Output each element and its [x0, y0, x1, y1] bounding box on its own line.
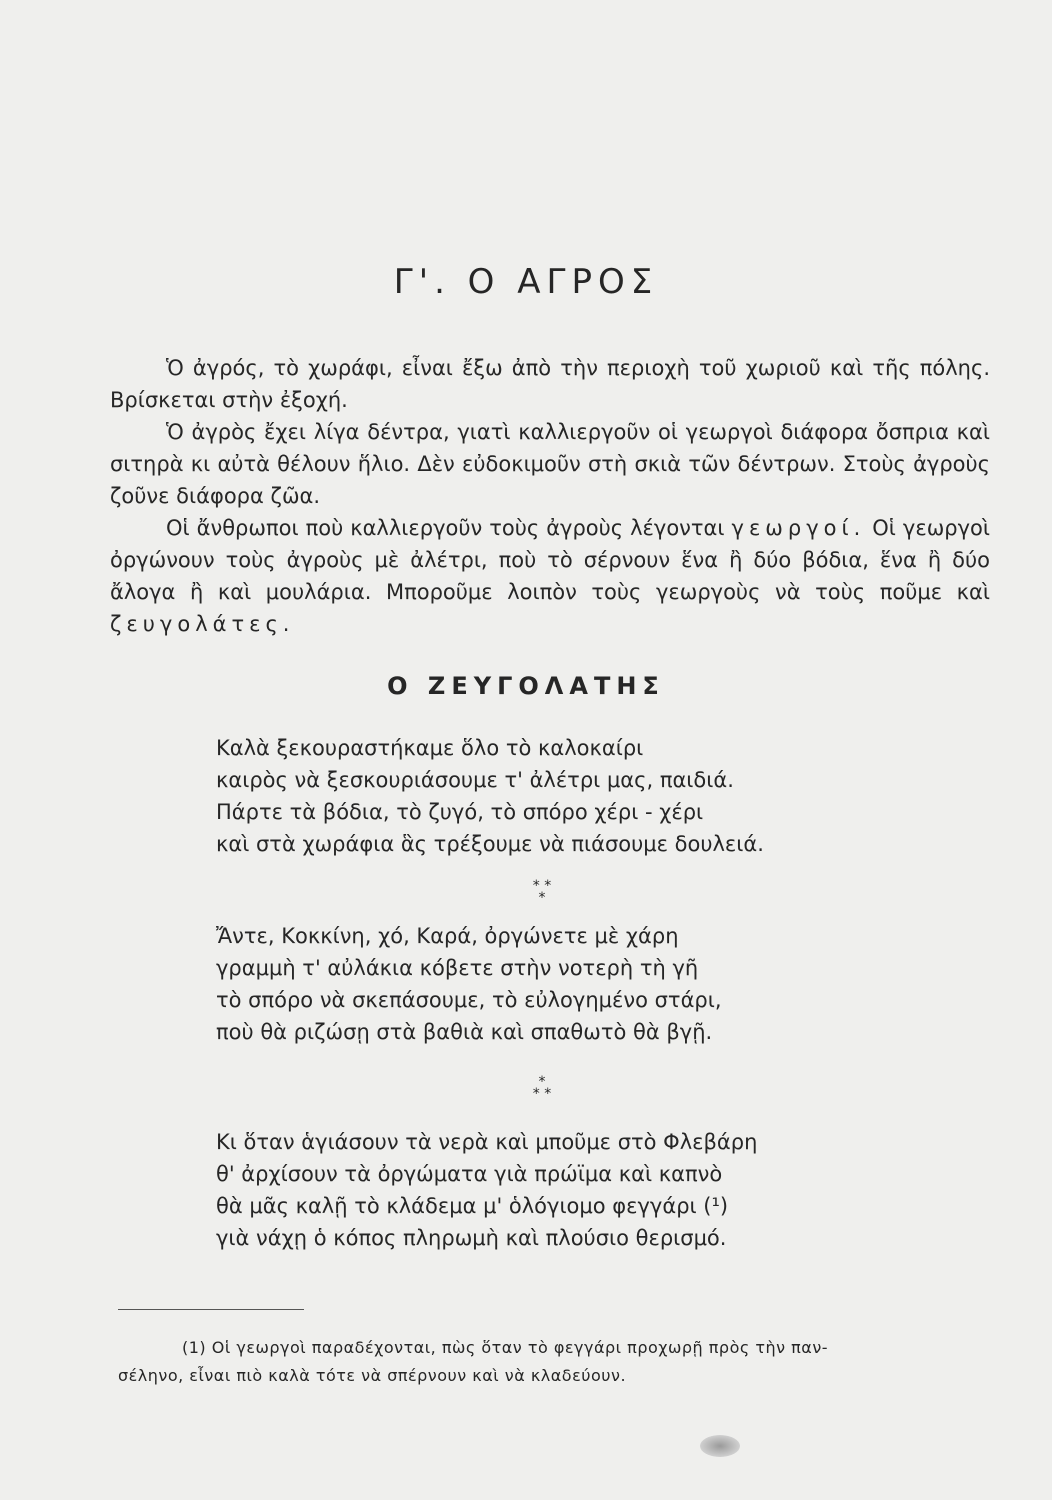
footnote-line-1: (1) Οἱ γεωργοὶ παραδέχονται, πὼς ὅταν τὸ φεγγάρι προχωρῇ πρὸς τὴν παν- [182, 1338, 829, 1357]
paragraph-1: Ὁ ἀγρός, τὸ χωράφι, εἶναι ἔξω ἀπὸ τὴν περιοχὴ τοῦ χωριοῦ καὶ τῆς πόλης. Βρίσκεται στὴν ἐξοχή. [110, 356, 990, 412]
poem-title: Ο ΖΕΥΓΟΛΑΤΗΣ [387, 672, 665, 700]
stanza-1-line-1: Καλὰ ξεκουραστήκαμε ὅλο τὸ καλοκαίρι [216, 736, 644, 760]
term-georgoi: γεωργοί. [731, 516, 866, 540]
stanza-2-line-2: γραμμὴ τ' αὐλάκια κόβετε στὴν νοτερὴ τὴ γῆ [216, 956, 699, 980]
footnote-line-2: σέληνο, εἶναι πιὸ καλὰ τότε νὰ σπέρνουν καὶ νὰ κλαδεύουν. [118, 1366, 627, 1385]
stanza-2-line-3: τὸ σπόρο νὰ σκεπάσουμε, τὸ εὐλογημένο στάρι, [216, 988, 722, 1012]
stanza-3-line-1: Κι ὅταν ἁγιάσουν τὰ νερὰ καὶ μποῦμε στὸ Φλεβάρη [216, 1130, 758, 1154]
stanza-3-line-2: θ' ἀρχίσουν τὰ ὀργώματα γιὰ πρώϊμα καὶ καπνὸ [216, 1162, 723, 1186]
stanza-2-line-4: ποὺ θὰ ριζώσῃ στὰ βαθιὰ καὶ σπαθωτὸ θὰ βγῇ. [216, 1020, 713, 1044]
stanza-2 [216, 920, 916, 1048]
separator-2-top: * [538, 1074, 546, 1090]
paragraph-3-part-b: Οἱ γεωργοὶ ὀργώνουν τοὺς ἀγροὺς μὲ ἀλέτρι, ποὺ τὸ σέρνουν ἕνα ἢ δύο βόδια, ἕνα ἢ δύο ἄλογα ἢ καὶ μουλάρια. Μποροῦμε λοιπὸν τοὺς γεωργοὺς νὰ τοὺς ποῦμε καὶ [110, 516, 990, 604]
term-zevgolates: ζευγολάτες. [110, 612, 295, 636]
separator-1-top: * * [532, 878, 552, 894]
separator-2-bottom: * * [532, 1086, 552, 1102]
stanza-1-line-2: καιρὸς νὰ ξεσκουριάσουμε τ' ἀλέτρι μας, παιδιά. [216, 768, 734, 792]
ornament-icon [700, 1435, 740, 1457]
paragraph-2: Ὁ ἀγρὸς ἔχει λίγα δέντρα, γιατὶ καλλιεργοῦν οἱ γεωργοὶ διάφορα ὄσπρια καὶ σιτηρὰ κι αὐτὰ θέλουν ἥλιο. Δὲν εὐδοκιμοῦν στὴ σκιὰ τῶν δέντρων. Στοὺς ἀγροὺς ζοῦνε διάφορα ζῶα. [110, 420, 990, 508]
stanza-1-line-3: Πάρτε τὰ βόδια, τὸ ζυγό, τὸ σπόρο χέρι - χέρι [216, 800, 704, 824]
stanza-1 [216, 732, 916, 860]
stanza-3-line-4: γιὰ νάχῃ ὁ κόπος πληρωμὴ καὶ πλούσιο θερισμό. [216, 1226, 727, 1250]
stanza-separator-2 [522, 1076, 562, 1100]
stanza-3-line-3: θὰ μᾶς καλῇ τὸ κλάδεμα μ' ὁλόγιομο φεγγάρι (¹) [216, 1194, 729, 1218]
stanza-3 [216, 1126, 916, 1254]
footnote-divider [118, 1309, 304, 1310]
paragraph-3-part-a: Οἱ ἄνθρωποι ποὺ καλλιεργοῦν τοὺς ἀγροὺς λέγονται [166, 516, 732, 540]
paragraph-3 [110, 512, 990, 640]
prose-section [110, 352, 990, 640]
separator-1-bottom: * [538, 890, 546, 906]
footnote [118, 1334, 992, 1390]
stanza-2-line-1: Ἄντε, Κοκκίνη, χό, Καρά, ὀργώνετε μὲ χάρη [216, 924, 679, 948]
stanza-1-line-4: καὶ στὰ χωράφια ἃς τρέξουμε νὰ πιάσουμε δουλειά. [216, 832, 764, 856]
chapter-title: Γ'. Ο ΑΓΡΟΣ [393, 262, 659, 302]
stanza-separator-1 [522, 880, 562, 904]
